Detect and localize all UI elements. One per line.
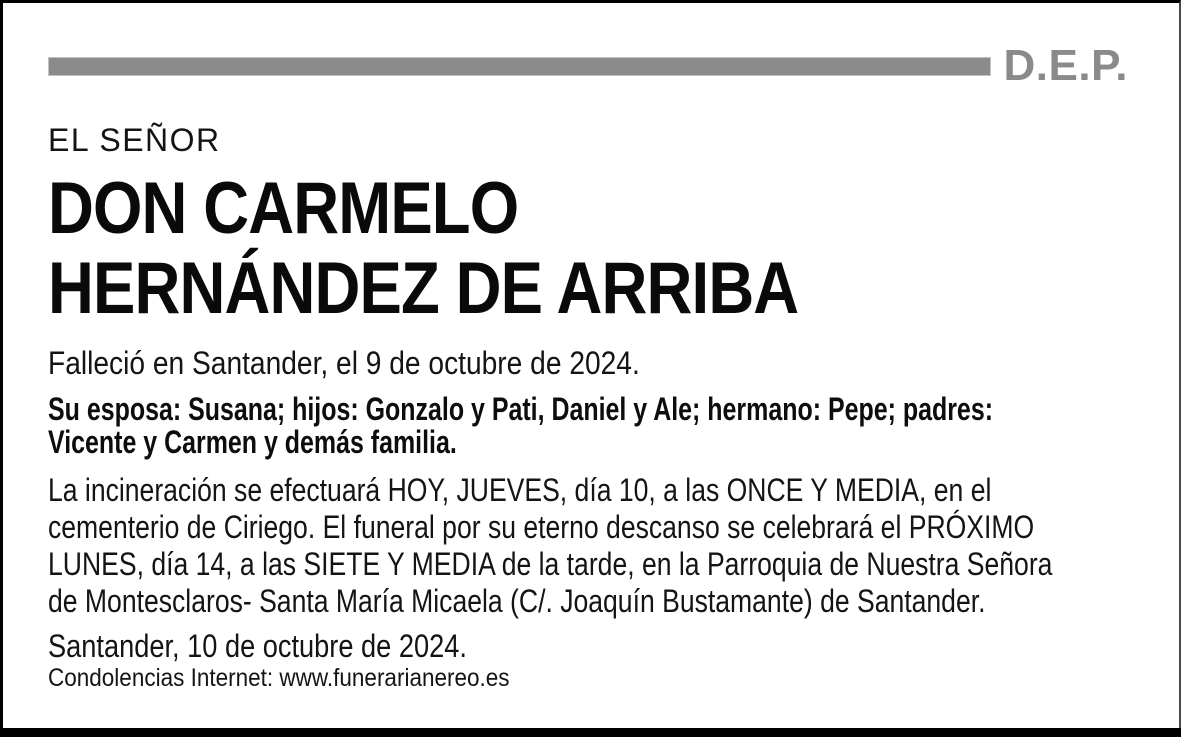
- ceremony-details-line-4: de Montesclaros- Santa María Micaela (C/. Joaquín Bustamante) de Santander.: [48, 583, 986, 619]
- header-rule-row: [48, 41, 1128, 90]
- honorific-label: EL SEÑOR: [48, 122, 221, 158]
- death-announcement: Falleció en Santander, el 9 de octubre de 2024.: [48, 345, 640, 381]
- ceremony-details: [48, 472, 1052, 620]
- bottom-border-bar: [0, 728, 1181, 737]
- separator-bar: [48, 57, 991, 76]
- ceremony-details-line-1: La incineración se efectuará HOY, JUEVES, día 10, a las ONCE Y MEDIA, en el: [48, 472, 992, 508]
- deceased-name-line-1: DON CARMELO: [48, 168, 519, 249]
- deceased-name-line-2: HERNÁNDEZ DE ARRIBA: [48, 248, 799, 329]
- family-list-line-2: Vicente y Carmen y demás familia.: [48, 424, 457, 460]
- family-list: [48, 393, 993, 459]
- dep-label: D.E.P.: [1003, 41, 1128, 90]
- dateline: Santander, 10 de octubre de 2024.: [48, 628, 467, 664]
- family-list-line-1: Su esposa: Susana; hijos: Gonzalo y Pati, Daniel y Ale; hermano: Pepe; padres:: [48, 391, 994, 427]
- ceremony-details-line-2: cementerio de Ciriego. El funeral por su eterno descanso se celebrará el PRÓXIMO: [48, 509, 1035, 545]
- condolences-line: Condolencias Internet: www.funerarianereo.es: [48, 664, 510, 692]
- ceremony-details-line-3: LUNES, día 14, a las SIETE Y MEDIA de la tarde, en la Parroquia de Nuestra Señora: [48, 546, 1053, 582]
- deceased-name: [48, 169, 798, 329]
